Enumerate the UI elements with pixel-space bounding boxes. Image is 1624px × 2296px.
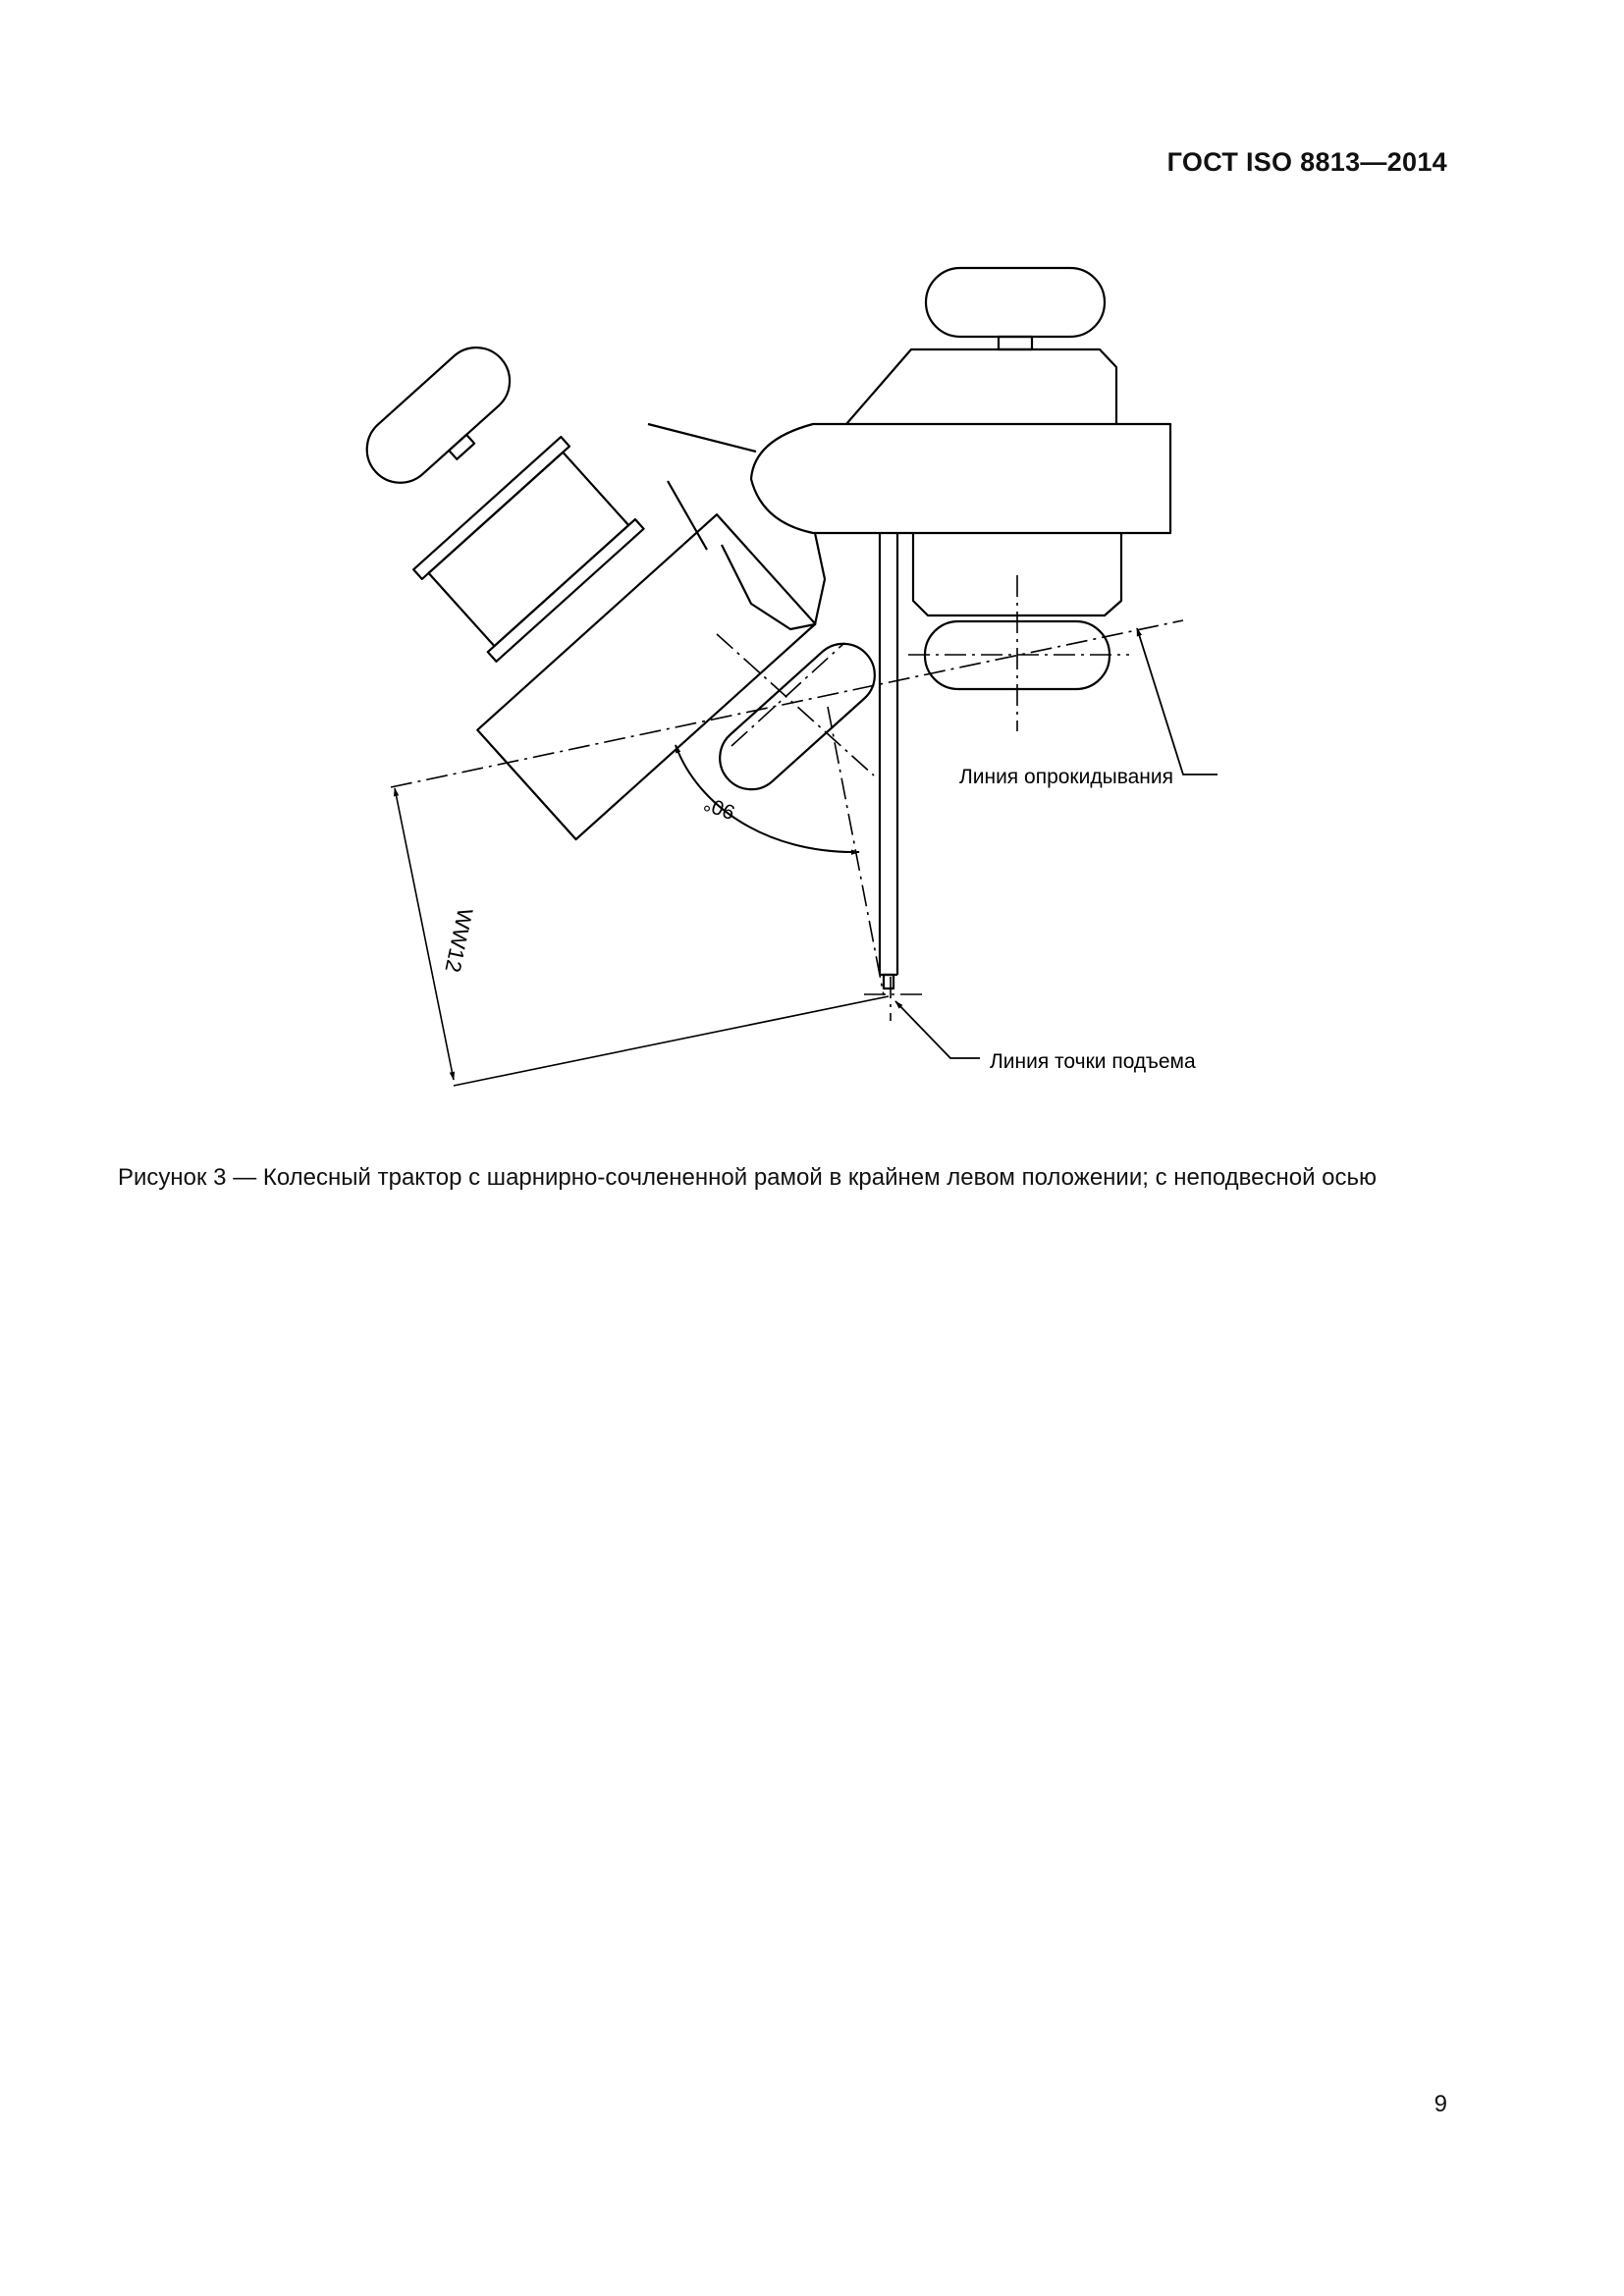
- rear-wheel-center-line-1: [717, 634, 874, 775]
- hitch-pin: [884, 975, 893, 988]
- angle-label: 90°: [700, 791, 738, 824]
- lift-point-line-label: Линия точки подъема: [990, 1050, 1196, 1073]
- rear-steering-column: [449, 435, 474, 459]
- document-header: ГОСТ ISO 8813—2014: [1166, 147, 1447, 177]
- dimension-extension-line: [454, 996, 889, 1086]
- front-steering-column: [999, 337, 1032, 349]
- rear-axle-flange-2: [488, 519, 644, 662]
- right-angle-arc: [676, 745, 859, 852]
- tipping-line-label: Линия опрокидывания: [958, 766, 1173, 788]
- front-steering-wheel: [926, 268, 1105, 337]
- dimension-line: [395, 788, 454, 1080]
- rear-frame: [281, 296, 815, 839]
- tipping-line: [391, 620, 1183, 787]
- figure-caption: Рисунок 3 — Колесный трактор с шарнирно-сочлененной рамой в крайнем левом положении; с неподвесной осью: [118, 1164, 1378, 1191]
- rear-side-housing: [648, 424, 825, 629]
- lift-point-leader: [895, 1001, 980, 1058]
- dimension-label: WW12: [440, 905, 478, 975]
- front-cab: [846, 349, 1116, 424]
- page-number: 9: [1434, 2091, 1447, 2117]
- tipping-line-leader: [1137, 628, 1218, 774]
- rear-axle-flange-1: [413, 437, 569, 579]
- rear-axle-housing: [429, 453, 629, 646]
- rear-drive-wheel: [707, 631, 888, 803]
- rear-steering-wheel: [353, 334, 523, 497]
- front-hood: [751, 424, 1170, 533]
